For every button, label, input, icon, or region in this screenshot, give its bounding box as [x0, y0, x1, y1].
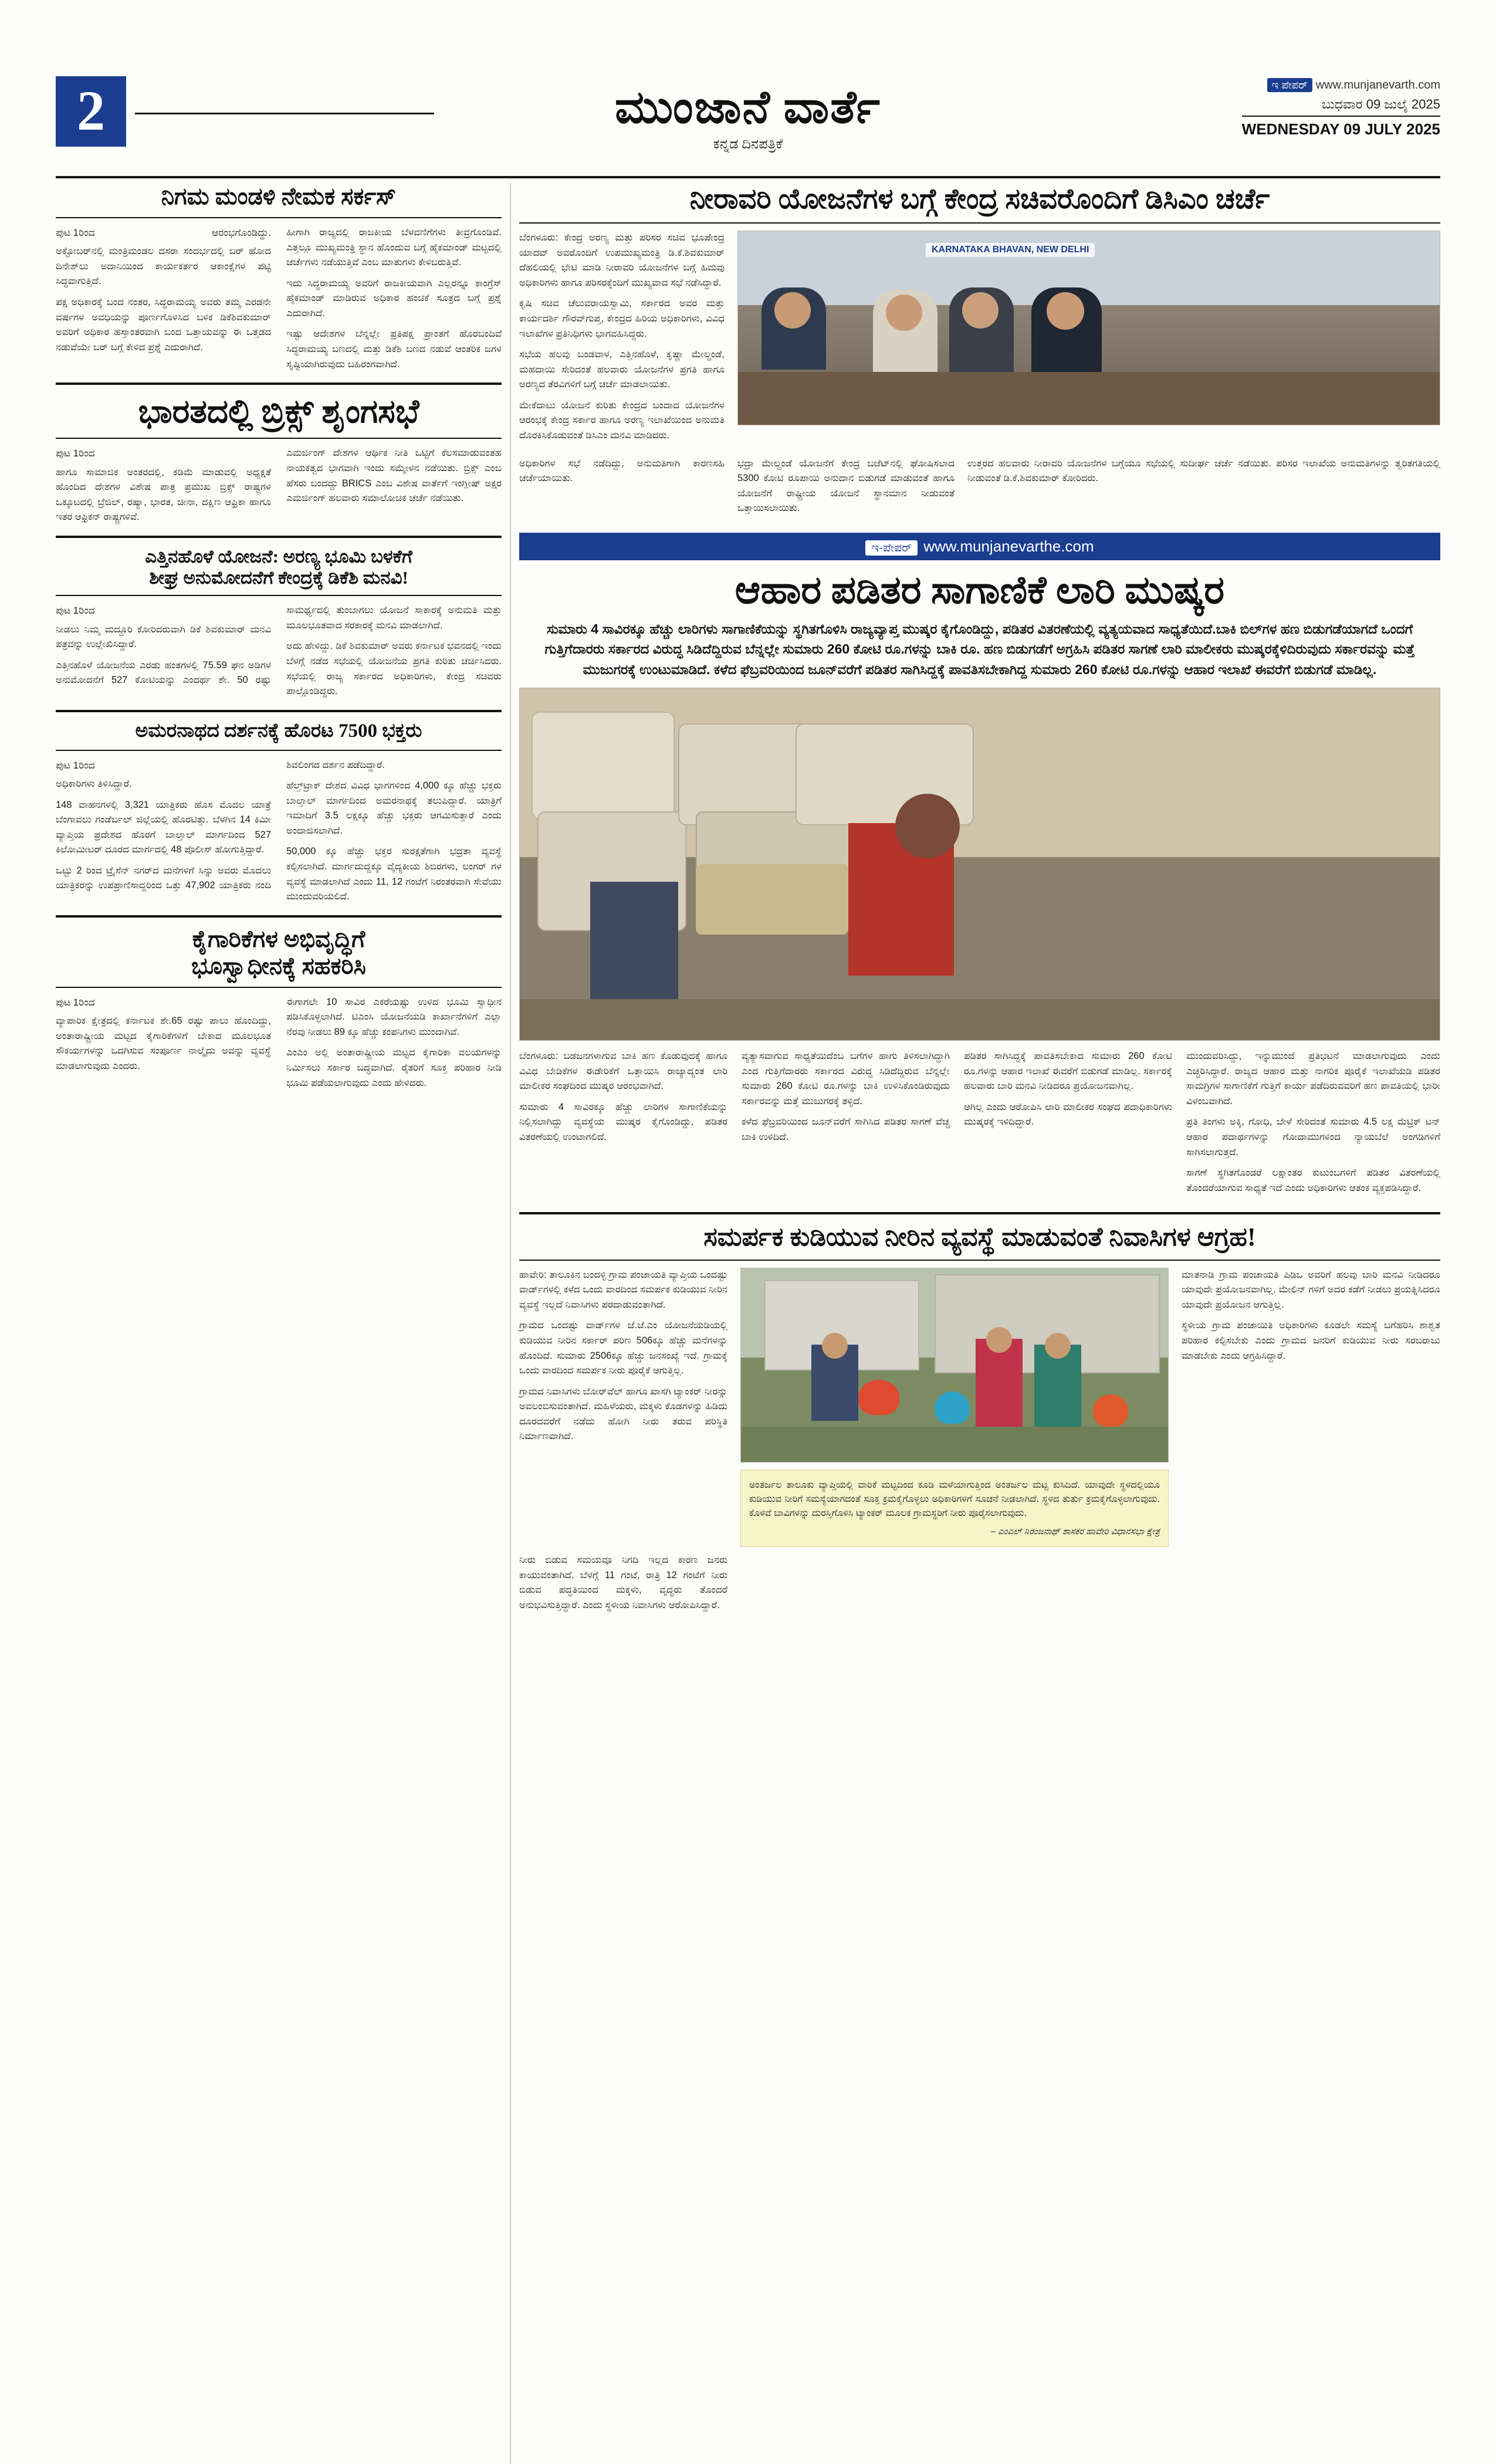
story2-byline: ಪುಟ 1ರಿಂದ	[56, 448, 95, 459]
bottom-quote-text: ಅಂತರ್ಜಲ ತಾಲೂಕು ವ್ಯಾಪ್ತಿಯಲ್ಲಿ ವಾರಿಕೆ ಮಟ್ಟದಿಂದ ಕೂಡಿ ಮಳೆಯಾಗುತ್ತಿಂದ ಅಂತರ್ಜಲ ಮಟ್ಟ ಕುಸಿದಿದೆ. ಯಾವುದೇ ಸ್ಥಳದಲ್ಲಿಯೂ ಕುಡಿಯುವ ನೀರಿಗೆ ಸಮಸ್ಯೆಯಾಗದಂತೆ ಸೂಕ್ತ ಕ್ರಮಕೈಗೊಳ್ಳಲು ಅಧಿಕಾರಿಗಳಿಗೆ ಸೂಚನೆ ನೀಡಲಾಗಿದೆ. ಸ್ಥಳದ ತುರ್ತು ಕ್ರಮಕೈಗೊಳ್ಳಲಾಗುವುದು. ಕೊಳವೆ ಬಾವಿಗಳನ್ನು ದುರಸ್ತಿಗೊಳಿಸಿ ಟ್ಯಾಂಕರ್ ಮೂಲಕ ಗ್ರಾಮಸ್ಥರಿಗೆ ನೀರು ಪೂರೈಸಲಾಗುವುದು.	[749, 1480, 1160, 1518]
main-col-2	[742, 1049, 950, 1201]
bottom-col-2	[519, 1553, 727, 1619]
bottom-photo	[740, 1268, 1169, 1463]
story-amarnath	[56, 720, 502, 905]
main-c2-p0: ವ್ಯತ್ಯಾಸವಾಗುವ ಸಾಧ್ಯತೆಯಿದೆಂಬ ಬಗೆಗಳ ಹಾಗು ತಿಳಿಸಲಾಗಿದ್ದಾಗಿ ಎಂದ ಗುತ್ತಿಗೆದಾರರು ಸರ್ಕಾರದ ವಿರುದ್ಧ ಸಿಡಿದೆದ್ದಿರುವ ಬೆನ್ನಲ್ಲೇ ಸುಮಾರು 260 ಕೋಟಿ ರೂ.ಗಳನ್ನು ಬಾಕಿ ಉಳಿಸಿಕೊಂಡಿರುವುದು ಸರ್ಕಾರವನ್ನು ಮತ್ತೆ ಮುಜುಗರಕ್ಕೆ ತಳ್ಳಿದೆ.	[742, 1051, 950, 1106]
photo-banner-label: KARNATAKA BHAVAN, NEW DELHI	[926, 243, 1095, 257]
website-url[interactable]: www.munjanevarth.com	[1315, 79, 1440, 92]
story-brics	[56, 393, 502, 525]
lead-text-col1	[519, 231, 725, 449]
lead-para-4: ಭದ್ರಾ ಮೇಲ್ದಂಡೆ ಯೋಜನೆಗೆ ಕೇಂದ್ರ ಬಜೆಟ್‌ನಲ್ಲಿ ಘೋಷಿಸಲಾದ 5300 ಕೋಟಿ ರೂಪಾಯಿ ಅನುದಾನ ಬಿಡುಗಡೆ ಮಾಡುವಂತೆ ಹಾಗೂ ಯೋಜನೆಗೆ ರಾಷ್ಟ್ರೀಯ ಯೋಜನೆ ಸ್ಥಾನಮಾನ ನೀಡುವಂತೆ ಒತ್ತಾಯಿಸಲಾಯಿತು.	[737, 458, 955, 514]
bottom-quote-source: – ಎಂಎಲ್ ನಿರಂಜನಾಥ್ ಶಾಸಕರ ಹಾವೇರಿ ವಿಧಾನಸಭಾ ಕ್ಷೇತ್ರ	[990, 1526, 1160, 1536]
lead-story	[519, 183, 1440, 522]
epaper-line	[1242, 79, 1440, 92]
lead-caption-col	[519, 456, 725, 522]
masthead-title-wrap	[56, 81, 1440, 153]
story4-para-1: 148 ವಾಹನಗಳಲ್ಲಿ 3,321 ಯಾತ್ರಿಕರು ಹೊಸ ಮೊದಲ ಯಾತ್ರೆ ಬೆಂಗಾವಲು ಗಂಡೆರ್ಬಲ್ ಜಿಲ್ಲೆಯಲ್ಲಿ ಹೊರಟಿತ್ತು. ಬೆಳಗಿನ 14 ಕಿಮೀ ವ್ಯಾಪ್ತಿಯ ಪ್ರದೇಶದ ಹೊರಗೆ ಬಾಲ್ತಾಲ್ ಮಾರ್ಗದಿಂದ 527 ಕಿಲೋಮೀಟರ್ ದೂರದ ಮಾರ್ಗದಲ್ಲಿ 48 ಪೊಲೀಸ್ ಹೋಗುತ್ತಿದ್ದಾರೆ.	[56, 799, 271, 855]
right-area	[519, 183, 1440, 1630]
page-number: 2	[56, 76, 126, 147]
story1-para-0: ಅಕ್ಟೋಬರ್‌ನಲ್ಲಿ ಮಂತ್ರಿಮಂಡಲ ದಸರಾ ಸಂದರ್ಭದಲ್ಲಿ ಬರ್ ಹೋದ ದಿನೇಶ್‌ಲು ಅದಾನಿಯಿಂದ ಕಾರ್ಯಕರ್ತರ ಆಕಾಂಕ್ಷೆಗಳ ಪಟ್ಟಿ ಸಿದ್ಧವಾಗುತ್ತಿದೆ.	[56, 246, 271, 287]
story-industries	[56, 926, 502, 1091]
lead-para-2: ಸಭೆಯ ಹಲವು ಬಂಡವಾಳ, ಎತ್ತಿನಹೊಳೆ, ಕೃಷ್ಣಾ ಮೇಲ್ದಂಡೆ, ಮಹದಾಯಿ ಸೇರಿದಂತೆ ಹಲವಾರು ಯೋಜನೆಗಳ ಪ್ರಗತಿ ಹಾಗೂ ಅರಣ್ಯದ ತೆರವಿಗಳಿಗೆ ಬಗ್ಗೆ ಚರ್ಚೆ ಮಾಡಲಾಯಿತು.	[519, 349, 725, 390]
main-c1-p0: ಬೆಂಗಳೂರು: ಬಡಜನಗಳಾಗುವ ಬಾಕಿ ಹಣ ಕೊಡುವುದಕ್ಕೆ ಹಾಗೂ ವಿವಿಧ ಬೇಡಿಕೆಗಳ ಈಡೇರಿಕೆಗೆ ಒತ್ತಾಯಿಸಿ ರಾಜ್ಯಾದ್ಯಂತ ಲಾರಿ ಮಾಲೀಕರ ಸಂಘದಿಂದ ಮುಷ್ಕರ ಆರಂಭವಾಗಿದೆ.	[519, 1051, 727, 1092]
lead-headline: ನೀರಾವರಿ ಯೋಜನೆಗಳ ಬಗ್ಗೆ ಕೇಂದ್ರ ಸಚಿವರೊಂದಿಗೆ ಡಿಸಿಎಂ ಚರ್ಚೆ	[689, 184, 1270, 215]
lead-text-col2	[737, 456, 955, 522]
epaper-strip[interactable]	[519, 533, 1440, 560]
story1-byline: ಪುಟ 1ರಿಂದ	[56, 227, 95, 238]
lead-photo-block	[737, 231, 1440, 449]
main-c2-p1: ಕಳೆದ ಫೆಬ್ರವರಿಯಿಂದ ಜೂನ್‌ವರೆಗೆ ಸಾಗಿಸಿದ ಪಡಿತರ ಸಾಗಣೆ ವೆಚ್ಚ ಬಾಕಿ ಉಳಿದಿದೆ.	[742, 1116, 950, 1142]
masthead-right	[1242, 79, 1440, 138]
masthead	[56, 76, 1440, 178]
story5-para-2: ಎಂಎಂ ಅಲ್ಲಿ ಅಂತಾರಾಷ್ಟ್ರೀಯ ಮಟ್ಟದ ಕೈಗಾರಿಕಾ ವಲಯಗಳನ್ನು ನಿರ್ಮಿಸಲು ಸರ್ಕಾರ ಬದ್ಧವಾಗಿದೆ. ರೈತರಿಗೆ ಸೂಕ್ತ ಪರಿಹಾರ ನೀಡಿ ಭೂಮಿ ಪಡೆಯಲಾಗುವುದು ಎಂದು ಹೇಳಿದರು.	[286, 1047, 502, 1088]
bottom-c3-p1: ಸ್ಥಳೀಯ ಗ್ರಾಮ ಪಂಚಾಯಿತಿ ಅಧಿಕಾರಿಗಳು ಕೂಡಲೇ ಸಮಸ್ಯೆ ಬಗೆಹರಿಸಿ ಶಾಶ್ವತ ಪರಿಹಾರ ಕಲ್ಪಿಸಬೇಕು ಎಂದು ಗ್ರಾಮದ ಜನರಿಗೆ ಕುಡಿಯುವ ನೀರು ಸರಬರಾಜು ಮಾಡಬೇಕು ಎಂದು ಆಗ್ರಹಿಸಿದ್ದಾರೆ.	[1182, 1320, 1440, 1361]
story3-para-0: ನೀಡಲು ನಿಮ್ಮ ಮದ್ದೂರಿ ಕೋರಿದರುವಾಗಿ ಡಿಕೆ ಶಿವಕುಮಾರ್ ಮನವಿ ಪತ್ರವನ್ನು ಉಲ್ಲೇಖಿಸಿದ್ದಾರೆ.	[56, 624, 271, 650]
story-yettinahole	[56, 546, 502, 699]
story4-byline: ಪುಟ 1ರಿಂದ	[56, 759, 95, 771]
bottom-c2-p0: ನೀರು ಬಿಡುವ ಸಮಯವೂ ನಿಗದಿ ಇಲ್ಲದ ಕಾರಣ ಜನರು ಕಾಯುವಂತಾಗಿದೆ. ಬೆಳಗ್ಗೆ 11 ಗಂಟೆ, ರಾತ್ರಿ 12 ಗಂಟೆಗೆ ನೀರು ಬಿಡುವ ಪದ್ಧತಿಯಿಂದ ಮಕ್ಕಳು, ವೃದ್ಧರು ತೊಂದರೆ ಅನುಭವಿಸುತ್ತಿದ್ದಾರೆ. ಎಂದು ಸ್ಥಳೀಯ ನಿವಾಸಿಗಳು ಆರೋಪಿಸಿದ್ದಾರೆ.	[519, 1555, 727, 1610]
story5-headline-line2: ಭೂಸ್ವಾಧೀನಕ್ಕೆ ಸಹಕರಿಸಿ	[191, 952, 366, 979]
main-headline: ಆಹಾರ ಪಡಿತರ ಸಾಗಾಣಿಕೆ ಲಾರಿ ಮುಷ್ಕರ	[735, 568, 1225, 612]
paper-title: ಮುಂಜಾನೆ ವಾರ್ತೆ	[615, 82, 881, 133]
bottom-c1-p1: ಗ್ರಾಮದ ಒಂದಷ್ಟು ವಾರ್ಡ್‌ಗಳ ಜೆ.ಜೆ.ಎಂ ಯೋಜನೆಯಡಿಯಲ್ಲಿ ಕುಡಿಯುವ ನೀರಿನ ಸರ್ಕಾರ್ ಪರಿಣ 506ಕ್ಕೂ ಹೆಚ್ಚು ಮನೆಗಳನ್ನು ಹೊಂದಿದೆ. ಸುಮಾರು 2506ಕ್ಕೂ ಹೆಚ್ಚು ಜನಸಂಖ್ಯೆ ಇದೆ. ಗ್ರಾಮಕ್ಕೆ ಒಂದು ವಾರದಿಂದ ಸಮರ್ಪಕ ನೀರು ಪೂರೈಕೆ ಆಗುತ್ತಿಲ್ಲ.	[519, 1320, 727, 1376]
main-c4-p0: ಮುಂದುವರಿಸಿದ್ದು, ಇನ್ನುಮುಂದೆ ಪ್ರತಿಭಟನೆ ಮಾಡಲಾಗುವುದು ಎಂದು ಎಚ್ಚರಿಸಿದ್ದಾರೆ. ರಾಜ್ಯದ ಆಹಾರ ಮತ್ತು ನಾಗರಿಕ ಪೂರೈಕೆ ಇಲಾಖೆಯಡಿ ಪಡಿತರ ಸಾಮಗ್ರಿಗಳ ಸಾಗಾಣಿಕೆಗೆ ಗುತ್ತಿಗೆ ಕಾರ್ಯ ಪಡೆದಿರುವವರಿಗೆ ಹಣ ಪಾವತಿಯಲ್ಲಿ ಭಾರೀ ವಿಳಂಬವಾಗಿದೆ.	[1186, 1051, 1440, 1106]
lead-para-3: ಮೇಕೆದಾಟು ಯೋಜನೆ ಕುರಿತು ಕೇಂದ್ರದ ಬಂದಾದ ಯೋಜನೆಗಳ ಆರಂಭಕ್ಕೆ ಕೇಂದ್ರ ಸರ್ಕಾರ ಹಾಗೂ ಅರಣ್ಯ ಇಲಾಖೆಯಿಂದ ಅನುಮತಿ ದೊರಕಿಸಿಕೊಡುವಂತೆ ಡಿಸಿಎಂ ಮನವಿ ಮಾಡಿದರು.	[519, 400, 725, 441]
epaper-strip-url[interactable]: www.munjanevarthe.com	[923, 537, 1094, 555]
story4-headline: ಅಮರನಾಥದ ದರ್ಶನಕ್ಕೆ ಹೊರಟ 7500 ಭಕ್ತರು	[135, 720, 422, 742]
column-divider	[510, 183, 511, 2464]
lead-para-0: ಬೆಂಗಳೂರು: ಕೇಂದ್ರ ಅರಣ್ಯ ಮತ್ತು ಪರಿಸರ ಸಚಿವ ಭೂಪೇಂದ್ರ ಯಾದವ್ ಅವರೊಂದಿಗೆ ಉಪಮುಖ್ಯಮಂತ್ರಿ ಡಿ.ಕೆ.ಶಿವಕುಮಾರ್ ದೆಹಲಿಯಲ್ಲಿ ಭೇಟಿ ಮಾಡಿ ನೀರಾವರಿ ಯೋಜನೆಗಳ ಬಗ್ಗೆ ಹಿಮವು ಅಧಿಕಾರಿಗಳು ಹಾಗೂ ಪರಿಸರಕ್ಕೆಂದಿಗೆ ಮುಖ್ಯವಾದ ಸಭೆ ನಡೆಸಿದ್ದಾರೆ.	[519, 232, 725, 288]
lead-para-1: ಕೃಷಿ ಸಚಿವ ಚೆಲುವರಾಯಸ್ವಾಮಿ, ಸರ್ಕಾರದ ಅವರ ಮತ್ತು ಕಾರ್ಯದರ್ಶಿ ಗೌರವ್‌ಗುಪ್ತ, ಕೇಂದ್ರದ ಹಿರಿಯ ಅಧಿಕಾರಿಗಳು, ವಿವಿಧ ಇಲಾಖೆಗಳ ಪ್ರತಿನಿಧಿಗಳು ಭಾಗವಹಿಸಿದ್ದರು.	[519, 298, 725, 339]
main-col-4	[1186, 1049, 1440, 1201]
bottom-photo-block	[740, 1268, 1169, 1548]
bottom-c3-p0: ಮಾತನಾಡಿ ಗ್ರಾಮ ಪಂಚಾಯತಿ ಪಿಡಿಒ ಅವರಿಗೆ ಹಲವು ಬಾರಿ ಮನವಿ ನೀಡಿದರೂ ಯಾವುದೇ ಪ್ರಯೋಜನವಾಗಿಲ್ಲ. ಮೇಲಿನ್ ಗಳಿಗೆ ಅದರ ಕಡೆಗೆ ನೀಡಲು ಪ್ರಯತ್ನಿಸಿದರೂ ಯಾವುದೇ ಪ್ರಯೋಜನ ಆಗುತ್ತಿಲ್ಲ.	[1182, 1269, 1440, 1310]
story3-byline: ಪುಟ 1ರಿಂದ	[56, 605, 95, 617]
main-c3-p1: ಆಗಿಲ್ಲ ಎಂದು ಆರೋಪಿಸಿ ಲಾರಿ ಮಾಲೀಕರ ಸಂಘದ ಪದಾಧಿಕಾರಿಗಳು ಮುಷ್ಕರಕ್ಕೆ ಇಳಿದಿದ್ದಾರೆ.	[964, 1101, 1172, 1128]
story5-para-1: ಈಗಾಗಲೇ 10 ಸಾವಿರ ಎಕರೆಯಷ್ಟು ಉಳಿದ ಭೂಮಿ ಸ್ವಾಧೀನ ಪಡಿಸಿಕೊಳ್ಳಲಾಗಿದೆ. ಟಿಎಂಸಿ ಯೋಜನೆಯಡಿ ಕಾರ್ಖಾನೆಗಳಿಗೆ ಎಲ್ಲಾ ನೆರವು ನೀಡಲು 89 ಕ್ಕೂ ಹೆಚ್ಚು ಕಂಪನಿಗಳು ಮುಂದಾಗಿವೆ.	[286, 996, 502, 1037]
story5-para-0: ವ್ಯಾಪಾರಿಕ ಕ್ಷೇತ್ರದಲ್ಲಿ ಕರ್ನಾಟಕ ಶೇ.65 ರಷ್ಟು ಪಾಲು ಹೊಂದಿದ್ದು, ಅಂತಾರಾಷ್ಟ್ರೀಯ ಮಟ್ಟದ ಕೈಗಾರಿಕೆಗಳಿಗೆ ಬೇಕಾದ ಮೂಲಭೂತ ಸೌಕರ್ಯಗಳನ್ನು ಒದಗಿಸುವ ಸಂಪೂರ್ಣ ನಾಲ್ಕೈದು ಅವನ್ನು ವ್ಯವಸ್ಥೆ ಮಾಡಲಾಗುವುದು ಎಂದರು.	[56, 1016, 271, 1071]
story2-para-1: ಎಮರ್ಜಿಂಗ್ ದೇಶಗಳ ಆರ್ಥಿಕ ನೀತಿ ಒಟ್ಟಿಗೆ ಕೆಲಸಮಾಡುವಂತಹ ನಾಯಕತ್ವದ ಭಾಗವಾಗಿ ಇಂದು ಸಮ್ಮೇಳನ ನಡೆಯಿತು. ಬ್ರಿಕ್ಸ್ ಎಂಬ ಹೆಸರು ಬಂದದ್ದು BRICS ಎಂಬ ವಿಶೇಷ ವಾರ್ತೆಗೆ ಇಂಗ್ಲೀಷ್ ಅಕ್ಷರ ಎಮರ್ಜಿಂಗ್ ಹಲವಾರು ಸಮಾಲೋಚಿಕ ಚರ್ಚೆ ನಡೆಯಿತು.	[286, 448, 502, 504]
bottom-story	[519, 1223, 1440, 1619]
bottom-c1-p0: ಹಾವೇರಿ: ತಾಲೂಕಿನ ಬಂದಳ್ಳಿ ಗ್ರಾಮ ಪಂಚಾಯತಿ ವ್ಯಾಪ್ತಿಯ ಒಂದಷ್ಟು ವಾರ್ಡ್‌ಗಳಲ್ಲಿ ಕಳೆದ ಒಂದು ವಾರದಿಂದ ಸಮರ್ಪಕ ಕುಡಿಯುವ ನೀರಿನ ವ್ಯವಸ್ಥೆ ಇಲ್ಲದೆ ನಿವಾಸಿಗಳು ಪರದಾಡುವಂತಾಗಿದೆ.	[519, 1269, 727, 1310]
date-english: WEDNESDAY 09 JULY 2025	[1242, 116, 1440, 138]
story5-byline: ಪುಟ 1ರಿಂದ	[56, 996, 95, 1008]
paper-subtitle: ಕನ್ನಡ ದಿನಪತ್ರಿಕೆ	[713, 137, 783, 152]
lead-photo	[737, 231, 1440, 425]
bottom-quote-box	[740, 1470, 1169, 1548]
story1-para-1: ಪಕ್ಷ ಅಧಿಕಾರಕ್ಕೆ ಬಂದ ನಂತರ, ಸಿದ್ಧರಾಮಯ್ಯ ಅವರು ತಮ್ಮ ಎರಡನೇ ವರ್ಷಗಳ ಅವಧಿಯನ್ನು ಪೂರ್ಣಗೊಳಿಸಿದ ಬಳಿಕ ಡಿಕೆಶಿವಕುಮಾರ್ ಅವರಿಗೆ ಅಧಿಕಾರ ಹಸ್ತಾಂತರವಾಗಿ ಬಂದ ಒತ್ತಾಯವನ್ನು ಈ ಒತ್ತಡದ ನಡುವೆಯೇ ಬರ್ ಬಗ್ಗೆ ಕೇಳಿದ ಪ್ರಶ್ನೆ ಎದುರಾಗಿದೆ.	[56, 297, 271, 353]
lead-caption-left: ಅಧಿಕಾರಿಗಳ ಸಭೆ ನಡೆದಿದ್ದು, ಅನುಮತಿಗಾಗಿ ಕಾರಣಸಹಿ ಚರ್ಚೆಯಾಯಿತು.	[519, 458, 725, 484]
bottom-c1-p2: ಗ್ರಾಮದ ನಿವಾಸಿಗಳು ಬೋರ್‌ವೆಲ್ ಹಾಗೂ ಖಾಸಗಿ ಟ್ಯಾಂಕರ್ ನೀರನ್ನು ಅವಲಂಬಿಸುವಂತಾಗಿದೆ. ಮಹಿಳೆಯರು, ಮಕ್ಕಳು ಕೊಡಗಳನ್ನು ಹಿಡಿದು ದೂರದವರೆಗೆ ನಡೆದು ಹೋಗಿ ನೀರು ತರುವ ಪರಿಸ್ಥಿತಿ ನಿರ್ಮಾಣವಾಗಿದೆ.	[519, 1386, 727, 1442]
story4-para-4: 50,000 ಕ್ಕೂ ಹೆಚ್ಚು ಭಕ್ತರ ಸುರಕ್ಷತೆಗಾಗಿ ಭದ್ರತಾ ವ್ಯವಸ್ಥೆ ಕಲ್ಪಿಸಲಾಗಿದೆ. ಮಾರ್ಗದುದ್ದಕ್ಕೂ ವೈದ್ಯಕೀಯ ಶಿಬಿರಗಳು, ಲಂಗರ್ ಗಳ ವ್ಯವಸ್ಥೆ ಮಾಡಲಾಗಿದೆ ಎಂದು 11, 12 ಗಂಟೆಗೆ ನಿರಂತರವಾಗಿ ಸೇವೆಯು ಮುಂದುವರಿಯಲಿದೆ.	[286, 846, 502, 902]
story1-byline2: ಆರಂಭಗೊಂಡಿದ್ದು.	[212, 227, 271, 238]
lead-text-col3	[967, 456, 1440, 522]
story4-para-2: ಒಟ್ಟು 2 ರಿಂದ ಟ್ರೈಸೆನ್ ನಗರ್‌ದ ಮನೆಗಳಿಗೆ ಸಿನ್ನು ಅವರು ಮೊದಲು ಯಾತ್ರಿಕರನ್ನು ಉಪಪ್ರಾಣಿಸಾದ್ದರಿಂದ ಒತ್ತು 47,902 ಯಾತ್ರಿಕರು ನಂದಿ ಶಿವಲಿಂಗದ ದರ್ಶನ ಪಡೆದಿದ್ದಾರೆ.	[56, 759, 385, 891]
main-col-3	[964, 1049, 1172, 1201]
left-column	[56, 183, 502, 1101]
story5-headline-line1: ಕೈಗಾರಿಕೆಗಳ ಅಭಿವೃದ್ಧಿಗೆ	[192, 925, 365, 952]
main-col-1	[519, 1049, 727, 1201]
main-c1-p1: ಸುಮಾರು 4 ಸಾವಿರಕ್ಕೂ ಹೆಚ್ಚು ಲಾರಿಗಳ ಸಾಗಾಣಿಕೆಯನ್ನು ನಿಲ್ಲಿಸಲಾಗಿದ್ದು ವ್ಯವಸ್ಥೆಯ ಮುಷ್ಕರ ಕೈಗೊಂಡಿದ್ದು, ಪಡಿತರ ವಿತರಣೆಯಲ್ಲಿ ಉಂಟಾಗಲಿದೆ.	[519, 1101, 727, 1142]
main-c4-p2: ಸಾಗಣೆ ಸ್ಥಗಿತಗೊಂಡರೆ ಲಕ್ಷಾಂತರ ಕುಟುಂಬಗಳಿಗೆ ಪಡಿತರ ವಿತರಣೆಯಲ್ಲಿ ತೊಂದರೆಯಾಗುವ ಸಾಧ್ಯತೆ ಇದೆ ಎಂದು ಅಧಿಕಾರಿಗಳು ಆತಂಕ ವ್ಯಕ್ತಪಡಿಸಿದ್ದಾರೆ.	[1186, 1167, 1440, 1193]
story1-headline: ನಿಗಮ ಮಂಡಳಿ ನೇಮಕ ಸರ್ಕಸ್	[161, 183, 397, 209]
epaper-strip-label: ಇ-ಪೇಪರ್	[865, 540, 918, 556]
story-nigama-mandali	[56, 183, 502, 372]
main-story	[519, 568, 1440, 1201]
story1-para-3: ಇದು ಸಿದ್ಧರಾಮಯ್ಯ ಅವರಿಗೆ ರಾಜಕೀಯವಾಗಿ ಎಲ್ಲರನ್ನೂ ಕಾಂಗ್ರೆಸ್ ಹೈಕಮಾಂಡ್ ಮಾಡಿರುವ ಅಧಿಕಾರ ಹಂಚಿಕೆ ಸೂತ್ರದ ಬಗ್ಗೆ ಪ್ರಶ್ನೆ ಎದುರಾಗಿದೆ.	[286, 277, 502, 319]
main-photo	[519, 688, 1440, 1041]
story3-para-2: ಅದು ಹೇಳಿದ್ದು. ಡಿಕೆ ಶಿವಕುಮಾರ್ ಅವರು ಕರ್ನಾಟಕ ಭವನದಲ್ಲಿ ಇಂದು ಬೆಳಗ್ಗೆ ನಡೆದ ಸಭೆಯಲ್ಲಿ ಯೋಜನೆಯ ಪ್ರಗತಿ ಕುರಿತು ಚರ್ಚಿಸಿದರು. ಸಭೆಯಲ್ಲಿ ರಾಜ್ಯ ಸರ್ಕಾರದ ಅಧಿಕಾರಿಗಳು, ಕೇಂದ್ರ ಸಚಿವರು ಪಾಲ್ಗೊಂಡಿದ್ದರು.	[286, 641, 502, 697]
story2-para-0: ಹಾಗೂ ಸಾಮಾಜಿಕ ಅಂತರದಲ್ಲಿ, ಕಡಿಮೆ ಮಾಡುವಲ್ಲಿ ಅಧ್ಯಕ್ಷತೆ ಹೊಂದಿದ ದೇಶಗಳ ವಿಶೇಷ ಪಾತ್ರ ಪ್ರಮುಖ ಬ್ರಿಕ್ಸ್ ರಾಷ್ಟ್ರಗಳ ಒಕ್ಕೂಟದಲ್ಲಿ ಬ್ರೆಜಿಲ್, ರಷ್ಯಾ, ಭಾರತ, ಚೀನಾ, ದಕ್ಷಿಣ ಆಫ್ರಿಕಾ ಹಾಗೂ ಇತರ ಆಫ್ರಿಕನ್ ರಾಷ್ಟ್ರಗಳಿವೆ.	[56, 466, 271, 523]
story2-headline: ಭಾರತದಲ್ಲಿ ಬ್ರಿಕ್ಸ್ ಶೃಂಗಸಭೆ	[138, 394, 419, 431]
story3-headline-line1: ಎತ್ತಿನಹೊಳೆ ಯೋಜನೆ: ಅರಣ್ಯ ಭೂಮಿ ಬಳಕೆಗೆ	[145, 546, 412, 567]
story1-para-2: ಹೀಗಾಗಿ ರಾಜ್ಯದಲ್ಲಿ ರಾಜಕೀಯ ಬೆಳವಣಿಗೆಗಳು ತೀವ್ರಗೊಂಡಿವೆ. ಎತ್ತಲ್ಲೂ ಮುಖ್ಯಮಂತ್ರಿ ಸ್ಥಾನ ಹೊಂದುವ ಬಗ್ಗೆ ಹೈಕಮಾಂಡ್ ಮಟ್ಟದಲ್ಲಿ ಚರ್ಚೆಗಳು ನಡೆಯುತ್ತಿವೆ ಎಂಬ ಮಾತುಗಳು ಕೇಳಿಬರುತ್ತಿವೆ.	[286, 227, 502, 268]
bottom-headline: ಸಮರ್ಪಕ ಕುಡಿಯುವ ನೀರಿನ ವ್ಯವಸ್ಥೆ ಮಾಡುವಂತೆ ನಿವಾಸಿಗಳ ಆಗ್ರಹ!	[703, 1223, 1256, 1252]
story4-para-3: ಹೆಲ್ತ್‌ಟ್ರಾಕ್ ದೇಶದ ವಿವಿಧ ಭಾಗಗಳಿಂದ 4,000 ಕ್ಕೂ ಹೆಚ್ಚು ಭಕ್ತರು ಬಾಲ್ತಾಲ್ ಮಾರ್ಗದಿಂದ ಅಮರನಾಥಕ್ಕೆ ತಲುಪಿದ್ದಾರೆ. ಯಾತ್ರಿಗೆ ಇಮಾದಿಗೆ 3.5 ಲಕ್ಷಕ್ಕೂ ಹೆಚ್ಚು ಭಕ್ತರು ಆಗಮಿಸುತ್ತಾರೆ ಎಂದು ಅಂದಾಜಿಸಲಾಗಿದೆ.	[286, 780, 502, 836]
lead-para-5: ಉತ್ತರದ ಹಲವಾರು ನೀರಾವರಿ ಯೋಜನೆಗಳ ಬಗ್ಗೆಯೂ ಸಭೆಯಲ್ಲಿ ಸುದೀರ್ಘ ಚರ್ಚೆ ನಡೆಯಿತು. ಪರಿಸರ ಇಲಾಖೆಯ ಅನುಮತಿಗಳನ್ನು ತ್ವರಿತಗತಿಯಲ್ಲಿ ನೀಡುವಂತೆ ಡಿ.ಕೆ.ಶಿವಕುಮಾರ್ ಕೋರಿದರು.	[967, 458, 1440, 484]
story4-para-0: ಅಧಿಕಾರಿಗಳು ತಿಳಿಸಿದ್ದಾರೆ.	[56, 778, 132, 789]
bottom-col-1	[519, 1268, 727, 1548]
epaper-tag: ಇ ಪೇಪರ್	[1267, 78, 1312, 92]
main-c4-p1: ಪ್ರತಿ ತಿಂಗಳು ಅಕ್ಕಿ, ಗೋಧಿ, ಬೇಳೆ ಸೇರಿದಂತೆ ಸುಮಾರು 4.5 ಲಕ್ಷ ಮೆಟ್ರಿಕ್ ಟನ್ ಆಹಾರ ಪದಾರ್ಥಗಳನ್ನು ಗೋದಾಮುಗಳಿಂದ ನ್ಯಾಯಬೆಲೆ ಅಂಗಡಿಗಳಿಗೆ ಸಾಗಿಸಲಾಗುತ್ತದೆ.	[1186, 1116, 1440, 1157]
story3-para-1: ಎತ್ತಿನಹೊಳೆ ಯೋಜನೆಯ ಎರಡು ಹಂತಗಳಲ್ಲಿ 75.59 ಘನ ಅಡಿಗಳ ಅನುಮೋದನೆಗೆ 527 ಕೋಟಿಯನ್ನು ಎಂದರ್ಥ ಶೇ. 50 ರಷ್ಟು ಸಾಮರ್ಥ್ಯದಲ್ಲಿ ತುಂಬಾಗಲು ಯೋಜನೆ ಸಾಕಾರಕ್ಕೆ ಅನುಮತಿ ಮತ್ತು ಮೂಲಭೂತವಾದ ಸರಕಾರಕ್ಕೆ ಮನವಿ ಮಾಡಲಾಗಿದೆ.	[56, 605, 502, 686]
bottom-col-3	[1182, 1268, 1440, 1548]
date-kannada: ಬುಧವಾರ 09 ಜುಲೈ 2025	[1322, 97, 1440, 111]
story3-headline-line2: ಶೀಘ್ರ ಅನುಮೋದನೆಗೆ ಕೇಂದ್ರಕ್ಕೆ ಡಿಕೆಶಿ ಮನವಿ!	[149, 567, 408, 588]
main-photo-block	[519, 688, 1440, 1041]
main-standfirst: ಸುಮಾರು 4 ಸಾವಿರಕ್ಕೂ ಹೆಚ್ಚು ಲಾರಿಗಳು ಸಾಗಾಣಿಕೆಯನ್ನು ಸ್ಥಗಿತಗೊಳಿಸಿ ರಾಜ್ಯವ್ಯಾಪ್ತ ಮುಷ್ಕರ ಕೈಗೊಂಡಿದ್ದು, ಪಡಿತರ ವಿತರಣೆಯಲ್ಲಿ ವ್ಯತ್ಯಯವಾದ ಸಾಧ್ಯತೆಯಿದೆ.ಬಾಕಿ ಬಿಲ್‌ಗಳ ಹಣ ಬಿಡುಗಡೆಯಾಗದೆ ಒಂದಗೆ ಗುತ್ತಿಗೆದಾರರು ಸರ್ಕಾರದ ವಿರುದ್ಧ ಸಿಡಿದೆದ್ದಿರುವ ಬೆನ್ನಲ್ಲೇ ಸುಮಾರು 260 ಕೋಟಿ ರೂ.ಗಳನ್ನು ಬಾಕಿ ರೂ. ಹಣ ಬಿಡುಗಡೆಗೆ ಅಗ್ರಹಿಸಿ ಪಡಿತರ ಸಾಗಣೆ ಲಾರಿ ಮಾಲೀಕರು ಮುಷ್ಕರಕ್ಕೆಳಿದಿರುವುದು ಸರ್ಕಾರವನ್ನು ಮತ್ತೆ ಮುಜುಗರಕ್ಕೆ ಉಂಟುಮಾಡಿದೆ. ಕಳೆದ ಫೆಬ್ರವರಿಯಿಂದ ಜೂನ್‌ವರೆಗೆ ಪಡಿತರ ಸಾಗಿಸಿದ್ದಕ್ಕೆ ಪಾವತಿಸಬೇಕಾಗಿದ್ದ ಸುಮಾರು 260 ಕೋಟಿ ರೂ.ಗಳನ್ನು ಆಹಾರ ಇಲಾಖೆ ಈವರೆಗೆ ಬಿಡುಗಡೆ ಮಾಡಿಲ್ಲ.	[544, 621, 1415, 677]
story1-para-4: ಇಷ್ಟು ಆದೇಶಗಳ ಬೆನ್ನಲ್ಲೇ ಪ್ರತಿಪಕ್ಷ ಪ್ರಾಂತಗೆ ಹೊರಬಂದಿವೆ ಸಿದ್ಧರಾಮಯ್ಯ ಬಣದಲ್ಲಿ ಮತ್ತು ಡಿಕೆಶಿ ಬಣದ ನಡುವೆ ಆಂತರಿಕ ಜಗಳ ಸೃಷ್ಟಿಯಾಗಿರುವುದು ಬಹಿರಂಗವಾಗಿದೆ.	[286, 329, 502, 370]
main-c3-p0: ಪಡಿತರ ಸಾಗಿಸಿದ್ದಕ್ಕೆ ಪಾವತಿಸಬೇಕಾದ ಸುಮಾರು 260 ಕೋಟಿ ರೂ.ಗಳನ್ನು ಆಹಾರ ಇಲಾಖೆ ಈವರೆಗೆ ಬಿಡುಗಡೆ ಮಾಡಿಲ್ಲ. ಸರ್ಕಾರಕ್ಕೆ ಹಲವಾರು ಬಾರಿ ಮನವಿ ನೀಡಿದರೂ ಪ್ರಯೋಜನವಾಗಿಲ್ಲ.	[964, 1051, 1172, 1092]
